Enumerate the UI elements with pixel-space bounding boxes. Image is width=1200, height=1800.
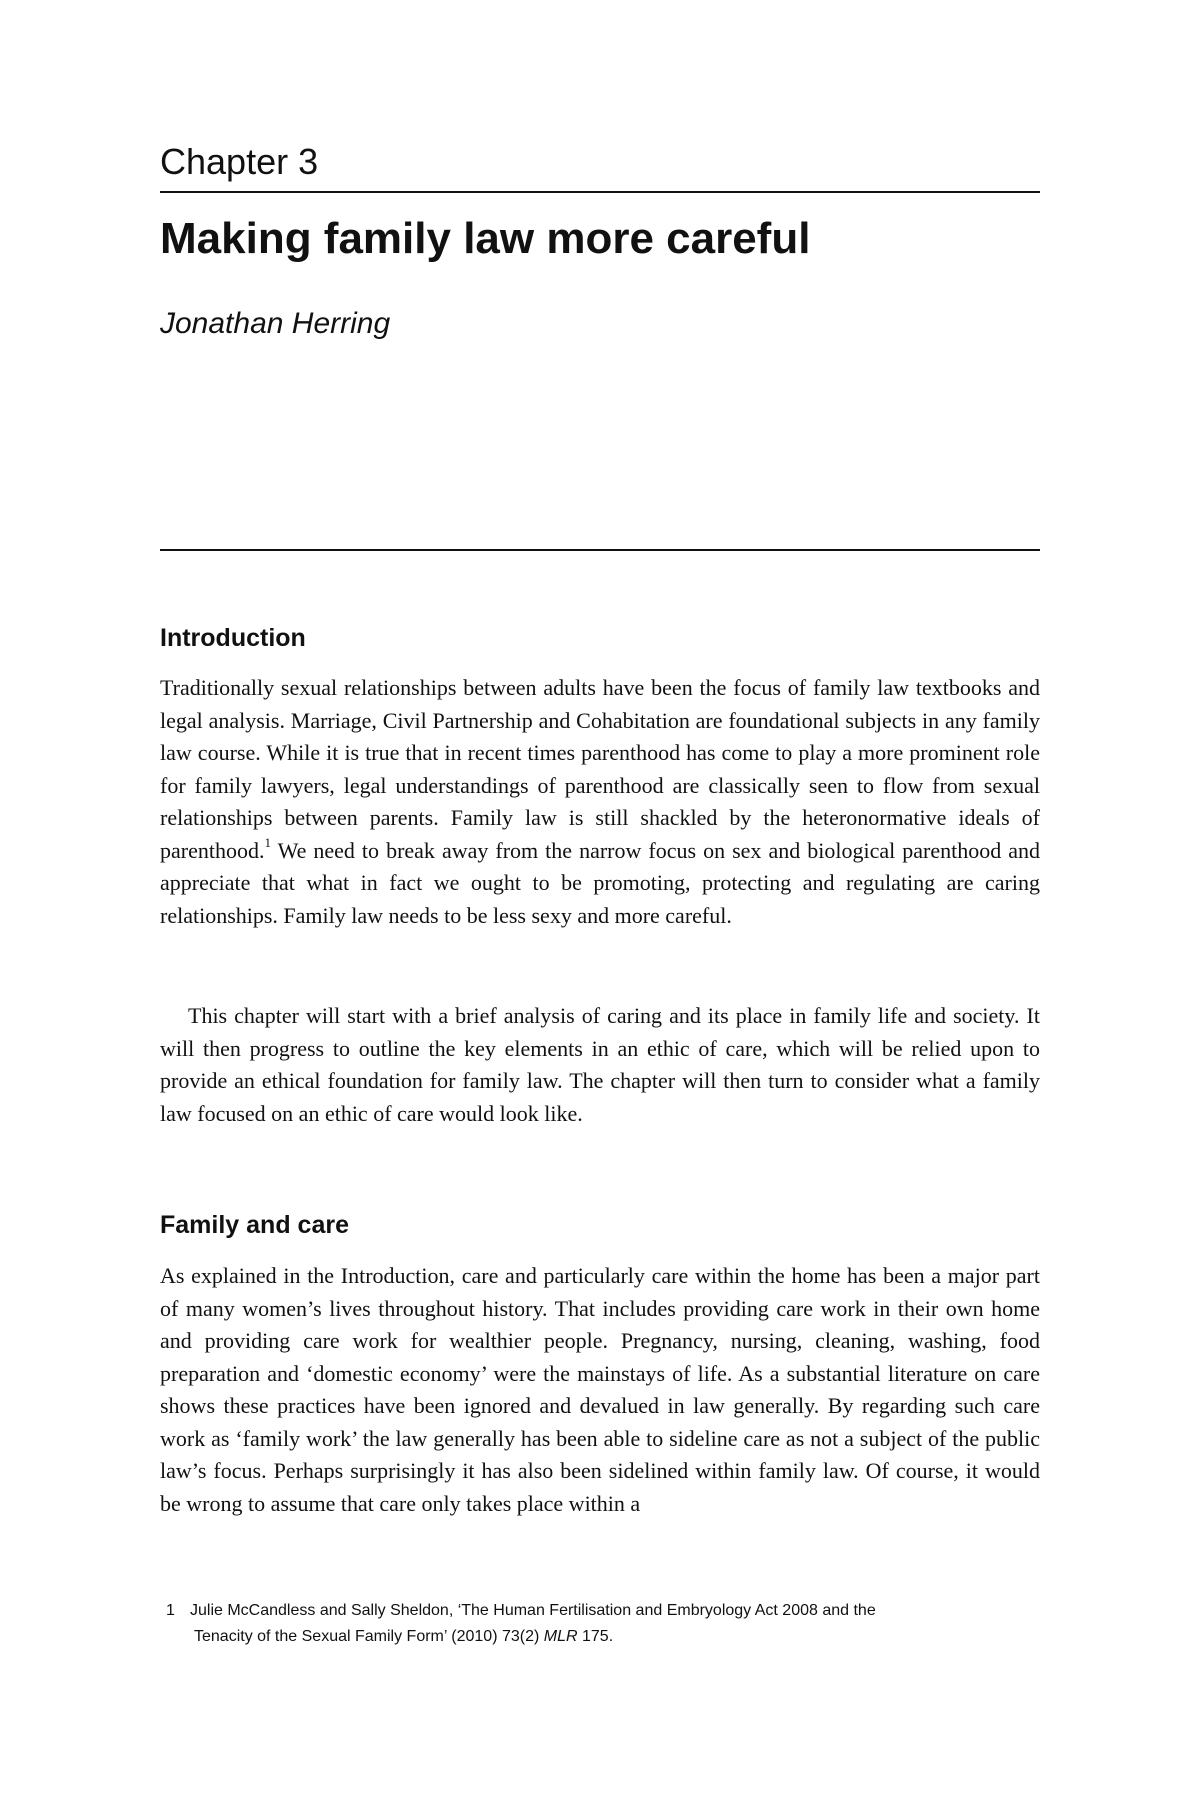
chapter-header-rule (160, 191, 1040, 193)
chapter-title: Making family law more careful (160, 214, 811, 263)
footnote-text-line-2-b: 175. (577, 1628, 614, 1645)
introduction-paragraph-1 (160, 672, 1040, 932)
chapter-opening-rule (160, 549, 1040, 551)
introduction-paragraph-1-text-a: Traditionally sexual relationships between adults have been the focus of family law textbooks and legal analysis. Marriage, Civil Partnership and Cohabitation are foundational subjects in any family law course. While it is true that in recent times parenthood has come to play a more prominent role for family lawyers, legal understandings of parenthood are classically seen to flow from sexual relationships between parents. Family law is still shackled by the heteronormative ideals of parenthood. (160, 675, 1040, 863)
footnote-reference-1: 1 (264, 835, 271, 851)
section-heading-family-and-care: Family and care (160, 1211, 349, 1239)
footnote-1 (160, 1598, 1040, 1650)
footnote-text-line-2 (160, 1624, 1040, 1650)
footnote-journal-abbrev: MLR (543, 1628, 578, 1645)
chapter-number: Chapter 3 (160, 141, 319, 182)
footnote-text-line-2-a: Tenacity of the Sexual Family Form’ (2010) 73(2) (194, 1628, 544, 1645)
footnote-text-line-1: Julie McCandless and Sally Sheldon, ‘The Human Fertilisation and Embryology Act 2008 and the (190, 1602, 876, 1619)
introduction-paragraph-2: This chapter will start with a brief analysis of caring and its place in family life and society. It will then progress to outline the key elements in an ethic of care, which will be relied upon to provide an ethical foundation for family law. The chapter will then turn to consider what a family law focused on an ethic of care would look like. (160, 1003, 1040, 1126)
section-heading-introduction: Introduction (160, 624, 306, 652)
chapter-author: Jonathan Herring (160, 307, 391, 340)
family-and-care-paragraph-1: As explained in the Introduction, care and particularly care within the home has been a major part of many women’s lives throughout history. That includes providing care work in their own home and providing care work for wealthier people. Pregnancy, nursing, cleaning, washing, food preparation and ‘domestic economy’ were the mainstays of life. As a substantial literature on care shows these practices have been ignored and devalued in law generally. By regarding such care work as ‘family work’ the law generally has been able to sideline care as not a subject of the public law’s focus. Perhaps surprisingly it has also been sidelined within family law. Of course, it would be wrong to assume that care only takes place within a (160, 1263, 1040, 1516)
introduction-paragraph-1-text-b: We need to break away from the narrow focus on sex and biological parenthood and appreciate that what in fact we ought to be promoting, protecting and regulating are caring relationships. Family law needs to be less sexy and more careful. (160, 837, 1040, 928)
footnote-number: 1 (166, 1602, 175, 1619)
